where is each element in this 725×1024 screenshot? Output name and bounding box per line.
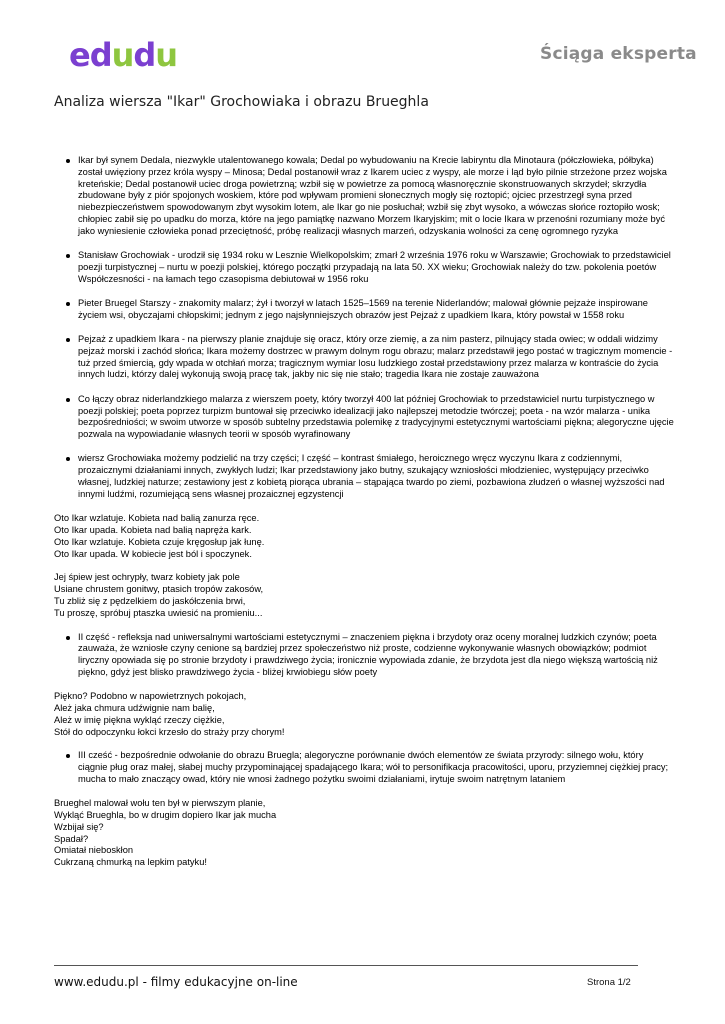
document-title: Analiza wiersza "Ikar" Grochowiaka i obrazu Brueghla — [54, 94, 429, 110]
poem-line: Wzbijał się? — [54, 821, 104, 832]
list-item: II część - refleksja nad uniwersalnymi wartościami estetycznymi – znaczeniem piękna i brzydoty oraz oceny moralnej ludzkich czynów; poeta zauważa, że wzniosłe czyny cenione są bardziej przez społeczeństwo niż proste, codzienne wykonywanie własnych obowiązków; podmiot liryczny opowiada się po stronie brzydoty i prawdziwego życia; ironicznie wypowiada zdanie, że brzydota jest dla niego większą wartością niż piękno, gdyż jest blisko prawdziwego życia - bliżej krwiobiegu słów poety — [54, 632, 674, 679]
document-body — [54, 155, 674, 881]
footer-website[interactable]: www.edudu.pl - filmy edukacyjne on-line — [54, 975, 298, 989]
list-item: Pejzaż z upadkiem Ikara - na pierwszy planie znajduje się oracz, który orze ziemię, a za nim pasterz, pilnujący stada owiec; w oddali widzimy pejzaż morski i zachód słońca; Ikara możemy dostrzec w prawym dolnym rogu obrazu; malarz przedstawił jego postać w tragicznym momencie - tuż przed śmiercią, gdy wpada w otchłań morza; tragicznym wymiar losu ludzkiego został przedstawiony przez malarza w kontraście do życia innych ludzi, którzy dalej wykonują swoją pracę tak, jakby nic się nie stało; tragedia Ikara nie zostaje zauważona — [54, 334, 674, 381]
bullet-list-1 — [54, 155, 674, 501]
poem-line: Cukrzaną chmurką na lepkim patyku! — [54, 857, 207, 868]
poem-line: Tu proszę, spróbuj ptaszka uwiesić na promieniu... — [54, 607, 263, 618]
poem-line: Usiane chrustem gonitwy, ptasich tropów zakosów, — [54, 584, 264, 595]
poem-line: Piękno? Podobno w napowietrznych pokojach, — [54, 691, 247, 702]
list-item: Pieter Bruegel Starszy - znakomity malarz; żył i tworzył w latach 1525–1569 na terenie Niderlandów; malował głównie pejzaże inspirowane życiem wsi, obyczajami chłopskimi; jednym z jego najsłynniejszych obrazów jest Pejzaż z upadkiem Ikara, który powstał w 1558 roku — [54, 298, 674, 322]
poem-stanza-3 — [54, 691, 674, 738]
list-item: wiersz Grochowiaka możemy podzielić na trzy części; I część – kontrast śmiałego, heroicznego wręcz wyczynu Ikara z codziennymi, prozaicznymi działaniami innych, zwykłych ludzi; Ikar przedstawiony jako butny, szukający wzniosłości młodzieniec, występujący przeciwko własnej, ludzkiej naturze; zestawiony jest z kobietą piorąca ubrania – stąpająca twardo po ziemi, pozbawiona złudzeń o własnej wyższości nad innymi ludźmi, rozumiejącą sens własnej prozaicznej egzystencji — [54, 453, 674, 500]
page-header — [0, 0, 725, 90]
poem-line: Wykląć Brueghla, bo w drugim dopiero Ikar jak mucha — [54, 810, 277, 821]
poem-line: Spadał? — [54, 833, 89, 844]
bullet-list-2 — [54, 632, 674, 679]
bullet-list-3 — [54, 750, 674, 785]
list-item: Ikar był synem Dedala, niezwykle utalentowanego kowala; Dedal po wybudowaniu na Krecie labiryntu dla Minotaura (półczłowieka, półbyka) został uwięziony przez króla wyspy – Minosa; Dedal postanowił wraz z Ikarem uciec z wyspy, ale morze i ląd było pilnie strzeżone przez wojska kreteńskie; Dedal postanowił uciec droga powietrzną; wzbił się w powietrze za pomocą własnoręcznie skonstruowanych skrzydeł; skrzydła zbudowane były z piór spojonych woskiem, które pod wpływam promieni słonecznych mogły się roztopić; ojciec przestrzegł syna przed niebezpieczeństwem spowodowanym zbyt wysokim lotem, ale Ikar go nie posłuchał; wzbił się zbyt wysoko, a wówczas słońce roztopiło wosk; chłopiec zabił się po upadku do morza, które na jego pamiątkę nazwano Morzem Ikaryjskim; mit o locie Ikara w przenośni rozumiany może być jako wyniesienie człowieka ponad przeciętność, próbę realizacji własnych marzeń, odzyskania wolności za cenę ogromnego ryzyka — [54, 155, 674, 238]
poem-line: Omiatał nieboskłon — [54, 845, 134, 856]
poem-stanza-2 — [54, 572, 674, 619]
poem-line: Stół do odpoczynku łokci krzesło do straży przy chorym! — [54, 726, 285, 737]
poem-line: Oto Ikar upada. W kobiecie jest ból i spoczynek. — [54, 548, 252, 559]
edudu-logo — [69, 36, 179, 76]
poem-line: Brueghel malował wołu ten był w pierwszym planie, — [54, 798, 266, 809]
svg-text:edudu: edudu — [69, 36, 178, 74]
list-item: III cześć - bezpośrednie odwołanie do obrazu Bruegla; alegoryczne porównanie dwóch elementów ze świata przyrody: silnego wołu, który ciągnie pług oraz małej, słabej muchy przypominającej spadającego Ikara; wół to personifikacja pracowitości, uporu, przyziemnej ciężkiej pracy; mucha to mało znaczący owad, który nie wnosi żadnego pożytku swoimi działaniami, irytuje swoim natrętnym lataniem — [54, 750, 674, 785]
brand-tagline: Ściąga eksperta — [540, 44, 697, 64]
list-item: Co łączy obraz niderlandzkiego malarza z wierszem poety, który tworzył 400 lat później Grochowiak to przedstawiciel nurtu turpistycznego w poezji polskiej; poeta poprzez turpizm buntował się przeciwko idealizacji jako najlepszej metodzie twórczej; poeta - na wzór malarza - unika bezpośredniości; w swoim utworze w sposób subtelny przedstawia polemikę z tradycyjnymi estetycznymi wartościami piękna; alegoryczne ujęcie pozwala na wypowiadanie własnych teorii w sposób wyrafinowany — [54, 394, 674, 441]
poem-line: Tu zbliż się z pędzelkiem do jaskółczenia brwi, — [54, 595, 246, 606]
list-item: Stanisław Grochowiak - urodził się 1934 roku w Lesznie Wielkopolskim; zmarł 2 września 1976 roku w Warszawie; Grochowiak to przedstawiciel poezji turpistycznej – nurtu w poezji polskiej, którego początki przypadają na lata 50. XX wieku; Grochowiak należy do tzw. pokolenia poetów Współczesności - na łamach tego czasopisma debiutował w 1956 roku — [54, 250, 674, 285]
page-number: Strona 1/2 — [587, 977, 631, 988]
poem-stanza-1 — [54, 513, 674, 560]
poem-line: Oto Ikar wzlatuje. Kobieta czuje kręgosłup jak łunę. — [54, 536, 265, 547]
footer-divider — [54, 965, 638, 966]
poem-line: Oto Ikar wzlatuje. Kobieta nad balią zanurza ręce. — [54, 513, 260, 524]
poem-line: Jej śpiew jest ochrypły, twarz kobiety jak pole — [54, 572, 240, 583]
poem-line: Oto Ikar upada. Kobieta nad balią napręża kark. — [54, 524, 252, 535]
poem-stanza-4 — [54, 798, 674, 869]
poem-line: Ależ w imię piękna wykląć rzeczy ciężkie, — [54, 714, 225, 725]
poem-line: Ależ jaka chmura udźwignie nam balię, — [54, 702, 215, 713]
